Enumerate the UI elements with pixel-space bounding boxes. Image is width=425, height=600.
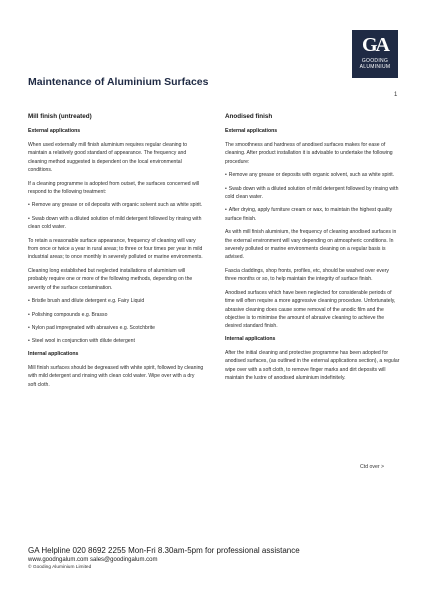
bullet-icon: • xyxy=(28,215,30,222)
anodised-finish-heading: Anodised finish xyxy=(225,113,273,120)
bullet-item: • Nylon pad impregnated with abrasives e.g. Scotchbrite xyxy=(28,324,155,331)
bullet-item: • Remove any grease or deposits with organic solvent, such as white spirit. xyxy=(225,172,395,179)
document-title: Maintenance of Aluminium Surfaces xyxy=(28,76,209,88)
bullet-item: • Remove any grease or oil deposits with organic solvent such as white spirit. xyxy=(28,202,203,209)
company-logo xyxy=(352,30,398,78)
bullet-item: • After drying, apply furniture cream or wax, to maintain the highest quality surface finish. xyxy=(225,207,393,222)
paragraph: Mill finish surfaces should be degreased with white spirit, followed by cleaning with mild detergent and rinsing with clean cold water. Wipe over with a dry soft cloth. xyxy=(28,364,204,388)
paragraph: Anodised surfaces which have been neglected for considerable periods of time will often require a more aggressive cleaning procedure. Unfortunately, abrasive cleaning does cause some removal of the anodic film and the objective is to minimise the amount of abrasive cleaning to achieve the desired standard finish. xyxy=(225,289,396,330)
paragraph: The smoothness and hardness of anodised surfaces makes for ease of cleaning. After product installation it is advisable to undertake the following procedure: xyxy=(225,142,393,165)
bullet-icon: • xyxy=(225,172,227,179)
logo-name-line2: ALUMINIUM xyxy=(359,64,391,70)
mill-finish-heading: Mill finish (untreated) xyxy=(28,113,92,120)
logo-name-line1: GOODING xyxy=(361,58,389,64)
footer xyxy=(28,546,300,571)
bullet-icon: • xyxy=(28,202,30,209)
bullet-icon: • xyxy=(28,324,30,331)
copyright-text: © Gooding Aluminium Limited xyxy=(28,565,92,570)
paragraph: When used externally mill finish aluminium requires regular cleaning to maintain a relatively good standard of appearance. The frequency and cleaning method suggested is dependent on the local environmental conditions. xyxy=(28,142,188,174)
mill-external-heading: External applications xyxy=(28,128,81,134)
paragraph: Cleaning long established but neglected installations of aluminium will probably require one or more of the following methods, depending on the severity of the surface contamination. xyxy=(28,267,193,291)
bullet-item: • Polishing compounds e.g. Brasso xyxy=(28,311,108,318)
paragraph: After the initial cleaning and protective programme has been adopted for anodised surfaces, (as outlined in the external applications section), a regular wipe over with a soft cloth, to remove finger marks and dirt deposits will maintain the lustre of anodised aluminium indefinitely. xyxy=(225,349,400,381)
bullet-icon: • xyxy=(225,185,227,192)
bullet-icon: • xyxy=(28,311,30,318)
logo-mark: GA xyxy=(362,34,388,56)
bullet-icon: • xyxy=(28,338,30,345)
mill-finish-column xyxy=(28,113,204,394)
anodised-internal-heading: Internal applications xyxy=(225,335,276,342)
paragraph: If a cleaning programme is adopted from outset, the surfaces concerned will respond to the following treatment: xyxy=(28,180,200,196)
helpline-text: GA Helpline 020 8692 2255 Mon-Fri 8.30am-5pm for professional assistance xyxy=(28,546,300,555)
paragraph: As with mill finish aluminium, the frequency of cleaning anodised surfaces in the external environment will vary depending on atmospheric conditions. In severely polluted or marine environments cleaning on a regular basis is advised. xyxy=(225,229,397,261)
mill-internal-heading: Internal applications xyxy=(28,350,79,357)
anodised-finish-column xyxy=(225,113,401,387)
bullet-icon: • xyxy=(28,298,30,305)
anodised-external-heading: External applications xyxy=(225,128,278,134)
bullet-item: • Swab down with a diluted solution of mild detergent followed by rinsing with clean cold water. xyxy=(28,215,202,231)
bullet-icon: • xyxy=(225,207,227,214)
bullet-item: • Steel wool in conjunction with dilute detergent xyxy=(28,338,135,345)
bullet-item: • Swab down with a diluted solution of mild detergent followed by rinsing with cold clean water. xyxy=(225,185,399,201)
bullet-item: • Bristle brush and dilute detergent e.g. Fairy Liquid xyxy=(28,298,145,305)
paragraph: To retain a reasonable surface appearance, frequency of cleaning will vary from once or twice a year in rural areas; to three or four times per year in mild industrial areas; to once monthly in severely polluted or marine environments. xyxy=(28,237,203,261)
page-number: 1 xyxy=(394,92,398,98)
paragraph: Fascia claddings, shop fronts, profiles, etc, should be washed over every three months or so, to help maintain the integrity of surface finish. xyxy=(225,267,389,283)
contact-links[interactable]: www.goodngalum.com sales@goodingalum.com xyxy=(28,557,158,563)
continued-label: Ctd over > xyxy=(360,464,385,470)
